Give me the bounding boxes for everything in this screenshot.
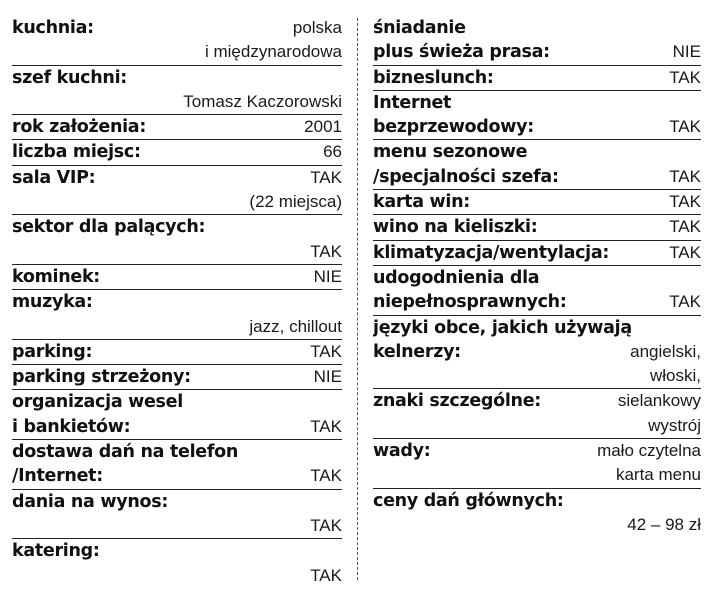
entry-dania-na-wynos [12,490,342,540]
field-label: bezprzewodowy: [373,117,534,138]
field-label: menu sezonowe [373,142,528,163]
field-value: mało czytelna [597,441,701,461]
field-value: sielankowy [617,391,701,411]
field-value: 42 – 98 zł [627,514,701,534]
entry-liczba-miejsc [12,140,342,165]
entry-rok-zalozenia [12,115,342,140]
field-value: angielski, [630,341,701,361]
entry-line [373,215,701,239]
entry-line [373,66,701,90]
field-value: TAK [310,466,342,486]
field-value: TAK [310,167,342,187]
field-label: szef kuchni: [12,67,127,88]
field-value: TAK [669,117,701,137]
entry-line [373,91,701,115]
entry-line [373,513,701,537]
entry-parking [12,340,342,365]
entry-line [12,564,342,588]
entry-internet-bezprzewodowy [373,91,701,141]
field-label: parking: [12,341,93,362]
entry-sala-vip [12,166,342,216]
entry-udogodnienia-dla-niepelnosprawnych [373,266,701,316]
field-value: TAK [669,192,701,212]
field-label: śniadanie [373,18,466,38]
field-label: katering: [12,541,100,562]
entry-bizneslunch [373,66,701,91]
entry-kominek [12,265,342,290]
field-value: NIE [672,42,701,62]
entry-line [12,190,342,214]
entry-line [12,66,342,90]
field-value: TAK [669,217,701,237]
field-value: TAK [669,67,701,87]
field-value: wystrój [648,415,701,435]
field-label: niepełnosprawnych: [373,292,567,313]
field-value: jazz, chillout [249,316,342,336]
field-value: (22 miejsca) [249,192,342,212]
entry-line [373,489,701,513]
field-label: /specjalności szefa: [373,166,559,187]
entry-line [373,389,701,413]
field-label: ceny dań głównych: [373,490,564,511]
field-value: TAK [310,416,342,436]
field-value: polska [292,18,342,37]
entry-line [12,90,342,114]
entry-sniadanie-plus-swieza-prasa [373,16,701,66]
entry-line [12,140,342,164]
field-value: włoski, [649,366,701,386]
field-value: i międzynarodowa [204,42,342,62]
column-divider [357,18,358,580]
entry-line [373,364,701,388]
entry-line [373,316,701,340]
field-label: liczba miejsc: [12,142,141,163]
entry-line [373,340,701,364]
field-label: rok założenia: [12,117,147,138]
entry-line [12,215,342,239]
entry-line [12,539,342,563]
entry-line [12,440,342,464]
entry-line [12,290,342,314]
field-label: i bankietów: [12,416,131,437]
entry-line [12,40,342,64]
field-label: Internet [373,92,452,113]
entry-wino-na-kieliszki [373,215,701,240]
entry-znaki-szczegolne [373,389,701,439]
entry-line [373,414,701,438]
field-label: karta win: [373,192,470,213]
field-label: kominek: [12,266,100,287]
field-value: TAK [310,241,342,261]
entry-line [373,165,701,189]
field-value: TAK [310,341,342,361]
field-label: bizneslunch: [373,67,494,88]
field-label: wady: [373,441,431,462]
entry-line [12,415,342,439]
field-label: udogodnienia dla [373,267,540,288]
entry-line [373,190,701,214]
entry-line [12,464,342,488]
entry-szef-kuchni [12,66,342,116]
entry-dostawa-dan-na-telefon-internet [12,440,342,490]
entry-line [373,140,701,164]
entry-line [12,265,342,289]
field-label: parking strzeżony: [12,367,191,388]
entry-line [12,240,342,264]
entry-line [373,115,701,139]
field-value: TAK [669,292,701,312]
field-label: dostawa dań na telefon [12,442,239,463]
entry-katering [12,539,342,588]
left-info-column [12,16,342,588]
entry-line [373,439,701,463]
entry-line [12,514,342,538]
field-value: karta menu [615,465,701,485]
field-label: sektor dla palących: [12,217,206,238]
field-label: języki obce, jakich używają [373,317,632,338]
entry-wady [373,439,701,489]
entry-line [12,340,342,364]
field-value: 66 [323,142,342,162]
entry-sektor-dla-palacych [12,215,342,265]
field-value: TAK [310,565,342,585]
entry-organizacja-wesel-i-bankietow [12,390,342,440]
entry-parking-strzezony [12,365,342,390]
entry-ceny-dan-glownych [373,489,701,538]
entry-line [373,290,701,314]
entry-jezyki-obce-jakich-uzywaja-kelnerzy [373,316,701,390]
entry-kuchnia [12,16,342,66]
entry-line [12,365,342,389]
entry-line [373,40,701,64]
entry-line [12,490,342,514]
entry-menu-sezonowe-specjalnosci-szefa [373,140,701,190]
entry-line [373,463,701,487]
field-value: Tomasz Kaczorowski [183,91,342,111]
field-label: muzyka: [12,292,93,313]
field-value: NIE [313,367,342,387]
field-label: organizacja wesel [12,392,183,413]
entry-line [373,16,701,40]
right-info-column [373,16,701,537]
field-label: kuchnia: [12,18,94,38]
field-value: TAK [310,515,342,535]
entry-line [12,16,342,40]
field-value: TAK [669,242,701,262]
field-value: NIE [313,266,342,286]
entry-line [12,315,342,339]
field-label: znaki szczególne: [373,391,541,412]
entry-line [12,115,342,139]
entry-klimatyzacja-wentylacja [373,241,701,266]
field-label: kelnerzy: [373,341,461,362]
field-label: dania na wynos: [12,491,169,512]
field-value: 2001 [304,117,342,137]
field-label: /Internet: [12,466,103,487]
entry-line [12,166,342,190]
field-label: klimatyzacja/wentylacja: [373,242,610,263]
entry-line [12,390,342,414]
field-value: TAK [669,166,701,186]
entry-muzyka [12,290,342,340]
field-label: sala VIP: [12,167,96,188]
entry-line [373,266,701,290]
entry-line [373,241,701,265]
field-label: wino na kieliszki: [373,217,538,238]
field-label: plus świeża prasa: [373,42,550,63]
entry-karta-win [373,190,701,215]
